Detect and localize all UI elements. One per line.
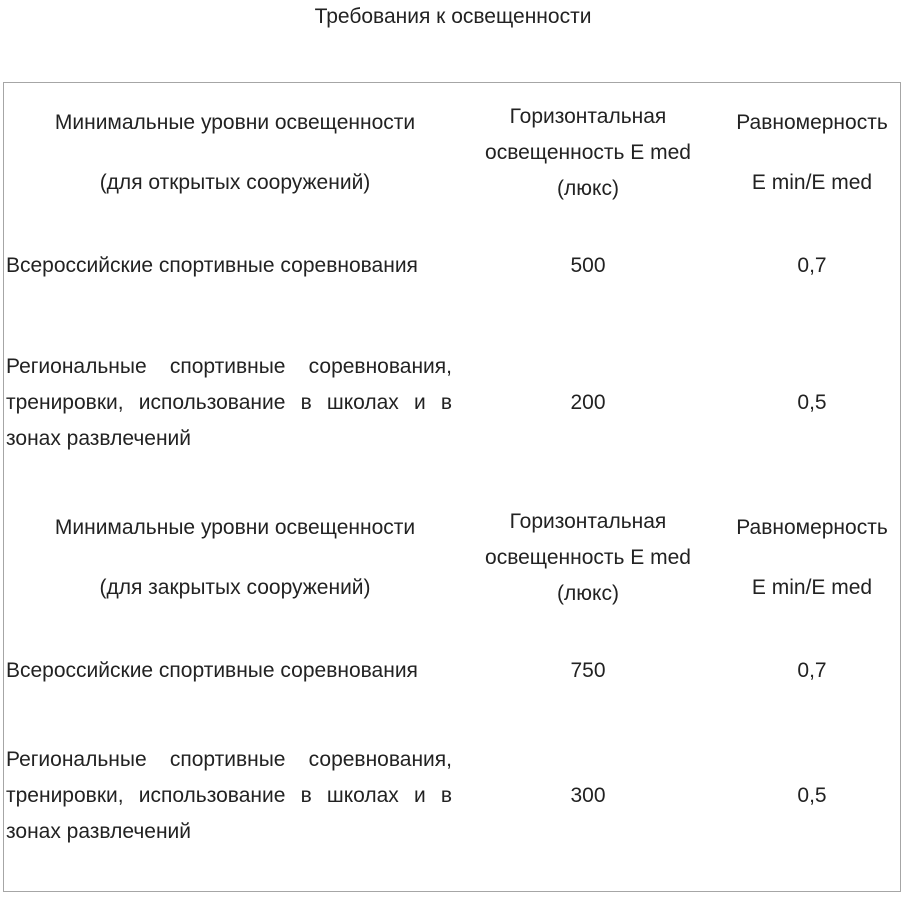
header-uniformity-ratio: E min/E med — [751, 576, 873, 599]
uniformity-value: 0,5 — [797, 391, 827, 414]
uniformity-value: 0,7 — [797, 253, 827, 277]
category-cell — [6, 628, 452, 713]
table-header-row — [4, 488, 900, 628]
category-cell — [6, 308, 452, 498]
uniformity-value: 0,7 — [797, 658, 827, 682]
category-text: Региональные спортивные соревнования, тренировки, использование в школах и в зонах развлечений — [6, 748, 452, 843]
header-cell-horizontal-illuminance — [462, 488, 714, 628]
page-title: Требования к освещенности — [314, 5, 592, 28]
lux-cell — [462, 308, 714, 498]
header-min-levels-title: Минимальные уровни освещенности — [54, 516, 416, 539]
uniformity-cell — [724, 713, 900, 879]
header-min-levels-title: Минимальные уровни освещенности — [54, 111, 416, 134]
category-text: Всероссийские спортивные соревнования — [6, 658, 418, 682]
table-row — [4, 713, 900, 879]
lux-value: 750 — [570, 658, 606, 682]
header-min-levels-subtitle: (для закрытых сооружений) — [99, 576, 371, 599]
lux-value: 200 — [570, 391, 606, 414]
header-cell-uniformity — [724, 83, 900, 223]
header-cell-horizontal-illuminance — [462, 83, 714, 223]
category-text: Всероссийские спортивные соревнования — [6, 253, 418, 277]
lux-cell — [462, 223, 714, 308]
header-uniformity-title: Равномерность — [736, 111, 888, 134]
table-header-row — [4, 83, 900, 223]
header-uniformity-title: Равномерность — [736, 516, 888, 539]
category-cell — [6, 223, 452, 308]
table-row — [4, 223, 900, 308]
uniformity-cell — [724, 223, 900, 308]
uniformity-cell — [724, 628, 900, 713]
table-row — [4, 308, 900, 498]
lighting-requirements-table — [3, 82, 901, 892]
header-uniformity-ratio: E min/E med — [751, 171, 873, 194]
lux-cell — [462, 713, 714, 879]
header-horizontal-illuminance-label: Горизонтальная освещенность E med (люкс) — [485, 510, 691, 605]
lux-value: 500 — [570, 253, 606, 277]
category-cell — [6, 713, 452, 879]
lux-value: 300 — [570, 784, 606, 807]
uniformity-cell — [724, 308, 900, 498]
uniformity-value: 0,5 — [797, 784, 827, 807]
category-text: Региональные спортивные соревнования, тренировки, использование в школах и в зонах развлечений — [6, 355, 452, 450]
header-min-levels-subtitle: (для открытых сооружений) — [99, 171, 371, 194]
header-horizontal-illuminance-label: Горизонтальная освещенность E med (люкс) — [485, 105, 691, 200]
lux-cell — [462, 628, 714, 713]
table-row — [4, 628, 900, 713]
header-cell-min-levels — [6, 488, 452, 628]
header-cell-min-levels — [6, 83, 452, 223]
header-cell-uniformity — [724, 488, 900, 628]
